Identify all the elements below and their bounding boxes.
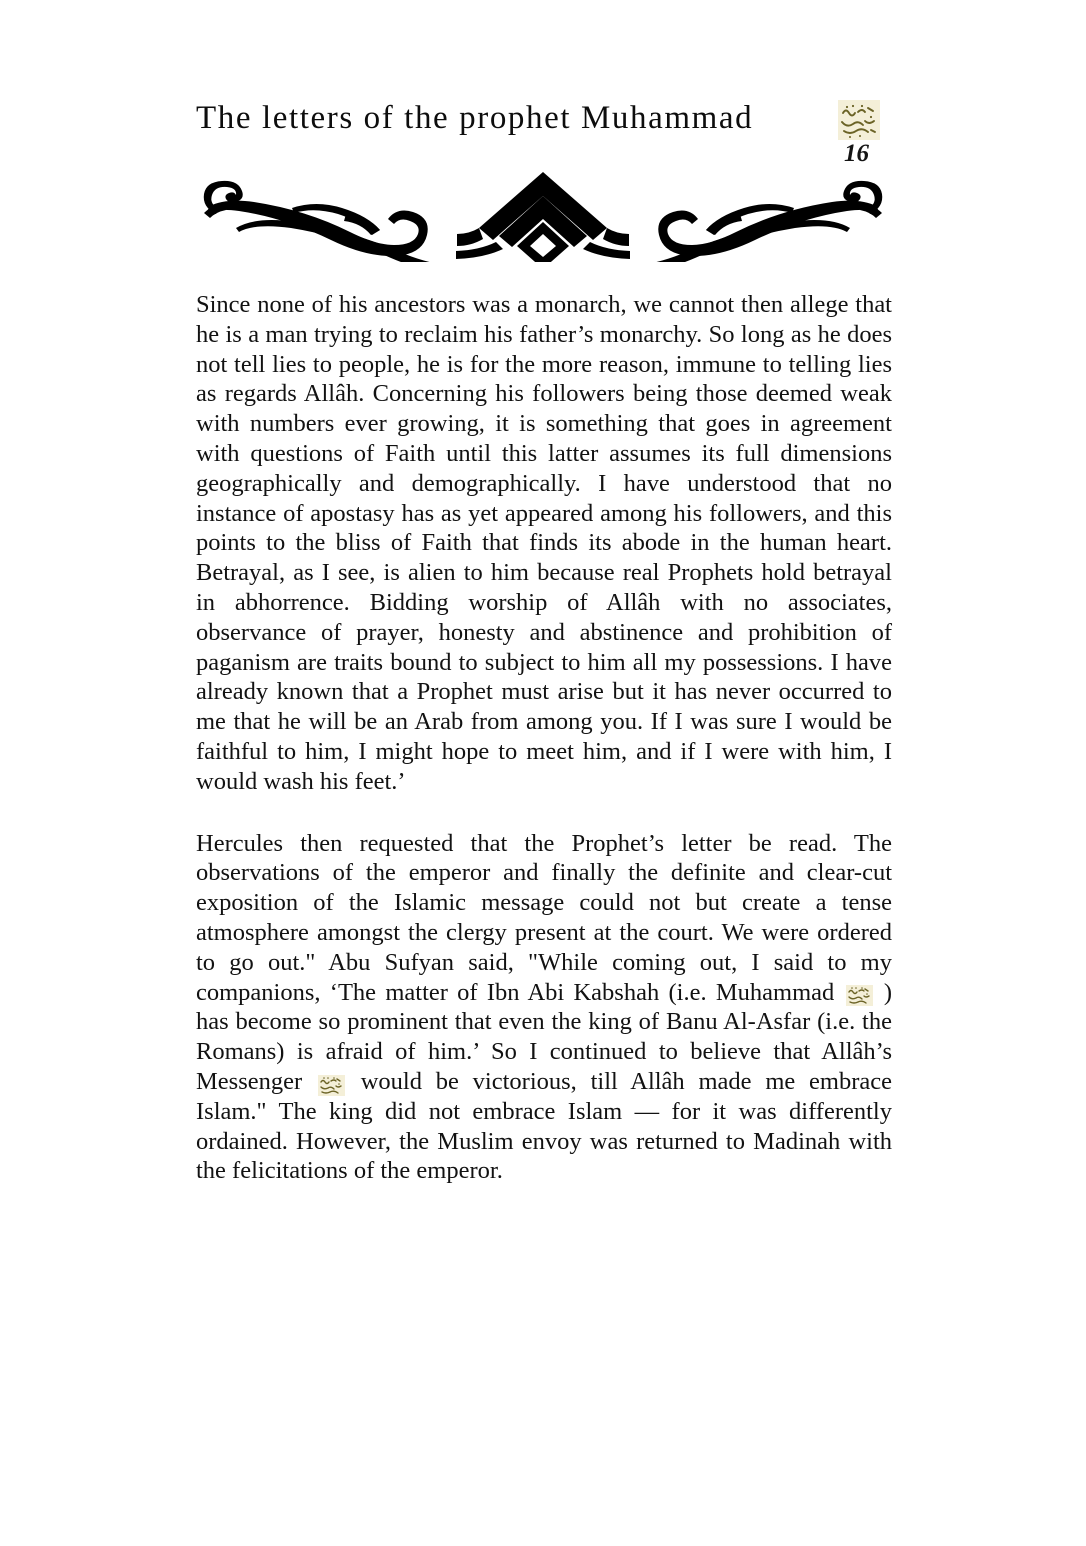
sallallahu-alayhi-wasallam-icon xyxy=(846,985,873,1006)
page-header xyxy=(196,100,890,172)
decorative-flourish-divider xyxy=(196,166,890,262)
sallallahu-alayhi-wasallam-icon xyxy=(838,100,880,140)
paragraph-2-text-part-2: ) has become so prominent that even the king of Banu Al-Asfar (i.e. the Romans) is afraid of him.’ So I continued to believe that Allâh’s Messenger xyxy=(196,978,892,1095)
body-content xyxy=(196,290,892,1186)
sallallahu-alayhi-wasallam-icon xyxy=(318,1075,345,1096)
paragraph-1-text: Since none of his ancestors was a monarch, we cannot then allege that he is a man trying to reclaim his father’s monarchy. So long as he does not tell lies to people, he is for the more reason, immune to telling lies as regards Allâh. Concerning his followers being those deemed weak with numbers ever growing, it is something that goes in agreement with questions of Faith until this latter assumes its full dimensions geographically and demographically. I have understood that no instance of apostasy has as yet appeared among his followers, and this points to the bliss of Faith that finds its abode in the human heart. Betrayal, as I see, is alien to him because real Prophets hold betrayal in abhorrence. Bidding worship of Allâh with no associates, observance of prayer, honesty and abstinence and prohibition of paganism are traits bound to subject to him all my possessions. I have already known that a Prophet must arise but it has never occurred to me that he will be an Arab from among you. If I was sure I would be faithful to him, I might hope to meet him, and if I were with him, I would wash his feet.’ xyxy=(196,291,892,795)
header-honorific-group xyxy=(838,100,890,172)
paragraph-2-text-part-1: Hercules then requested that the Prophet’s letter be read. The observations of the emperor and finally the definite and clear-cut exposition of the Islamic message could not but create a tense atmosphere amongst the clergy present at the court. We were ordered to go out." Abu Sufyan said, "While coming out, I said to my companions, ‘The matter of Ibn Abi Kabshah (i.e. Muhammad xyxy=(196,829,892,1006)
page-title: The letters of the prophet Muhammad xyxy=(196,100,754,136)
paragraph-1 xyxy=(196,290,892,797)
page-number: 16 xyxy=(844,140,869,167)
paragraph-2 xyxy=(196,829,892,1187)
paragraph-2-text-part-3: would be victorious, till Allâh made me embrace Islam." The king did not embrace Islam — for it was differently ordained. However, the Muslim envoy was returned to Madinah with the felicitations of the emperor. xyxy=(196,1067,893,1185)
